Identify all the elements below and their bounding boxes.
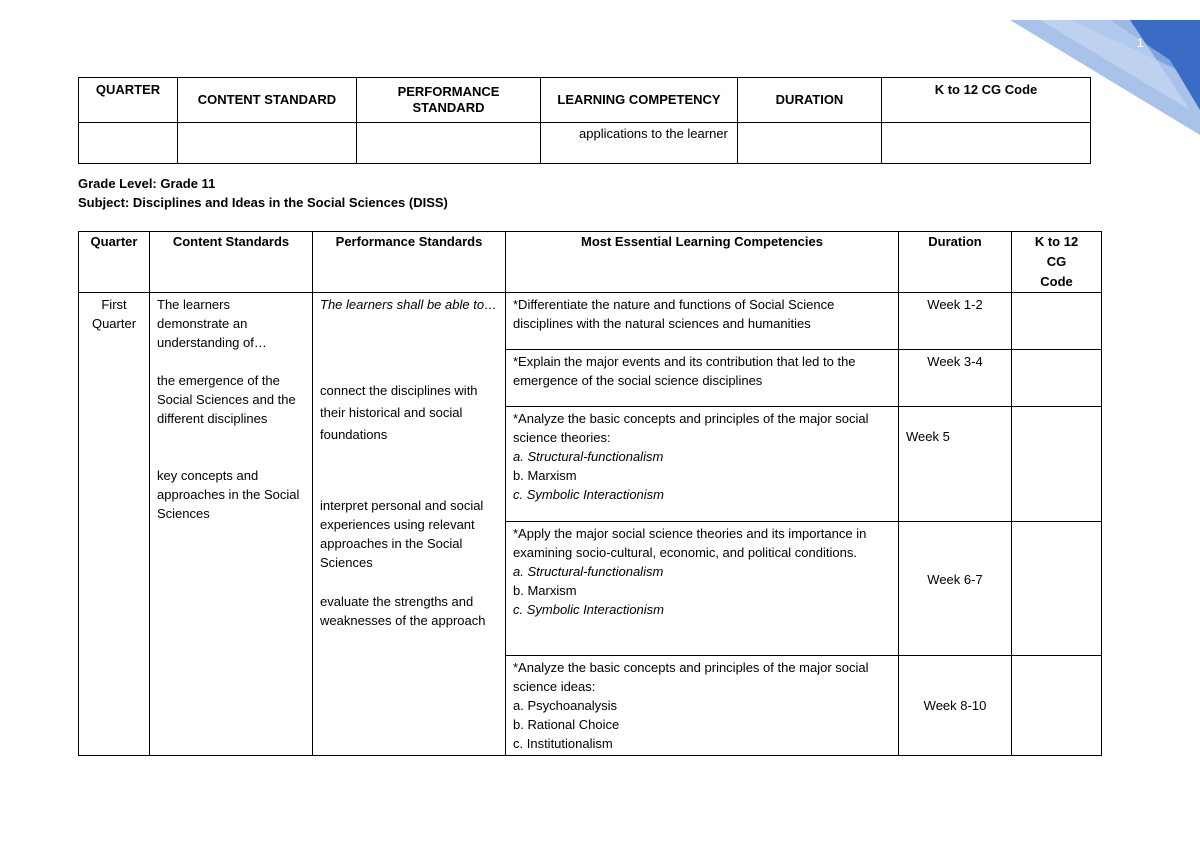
competency-line: c. Symbolic Interactionism [513, 487, 664, 502]
duration-cell: Week 8-10 [899, 656, 1012, 756]
quarter-cell: First Quarter [79, 293, 150, 756]
cell [178, 123, 357, 164]
duration-cell: Week 6-7 [899, 522, 1012, 656]
competency-line: b. Marxism [513, 468, 577, 483]
competency-table [78, 231, 1102, 756]
duration-cell: Week 3-4 [899, 350, 1012, 407]
competency-line: *Analyze the basic concepts and principles of the major social science ideas: [513, 660, 869, 694]
performance-standards-cell [313, 293, 506, 756]
performance-item-1: connect the disciplines with their historical and social foundations [320, 383, 478, 442]
col-performance-standard: PERFORMANCE STANDARD [357, 78, 541, 123]
cg-code-cell [1012, 407, 1102, 522]
header-table-head [79, 78, 1091, 123]
table-row [79, 293, 1102, 350]
subject: Subject: Disciplines and Ideas in the Social Sciences (DISS) [78, 195, 448, 210]
competency-cell [506, 293, 899, 350]
col-content-standard: CONTENT STANDARD [178, 78, 357, 123]
col-competencies: Most Essential Learning Competencies [506, 232, 899, 293]
cell: applications to the learner [541, 123, 738, 164]
col-content-standards: Content Standards [150, 232, 313, 293]
content-intro: The learners demonstrate an understanding of… [157, 297, 267, 350]
competency-line: b. Marxism [513, 583, 577, 598]
competency-line: *Analyze the basic concepts and principles of the major social science theories: [513, 411, 869, 445]
competency-table-head [79, 232, 1102, 293]
header-table [78, 77, 1091, 164]
col-performance-standards: Performance Standards [313, 232, 506, 293]
content-standards-cell [150, 293, 313, 756]
duration-cell: Week 1-2 [899, 293, 1012, 350]
cell [882, 123, 1091, 164]
page-number: 1 [1137, 36, 1144, 50]
col-quarter: Quarter [79, 232, 150, 293]
performance-item-3: evaluate the strengths and weaknesses of the approach [320, 594, 486, 628]
performance-intro: The learners shall be able to… [320, 297, 498, 312]
content-item-2: key concepts and approaches in the Social Sciences [157, 468, 300, 521]
col-learning-competency: LEARNING COMPETENCY [541, 78, 738, 123]
competency-line: *Apply the major social science theories and its importance in examining socio-cultural, economic, and political conditions. [513, 526, 867, 560]
cg-code-cell [1012, 522, 1102, 656]
table-row [79, 123, 1091, 164]
competency-cell [506, 522, 899, 656]
competency-cell [506, 656, 899, 756]
competency-line: b. Rational Choice [513, 717, 620, 732]
cell [79, 123, 178, 164]
col-cg-code: K to 12 CG Code [882, 78, 1091, 123]
grade-level: Grade Level: Grade 11 [78, 176, 216, 191]
cell [357, 123, 541, 164]
duration-cell: Week 5 [899, 407, 1012, 522]
competency-line: c. Symbolic Interactionism [513, 602, 664, 617]
col-quarter: QUARTER [79, 78, 178, 123]
competency-cell [506, 407, 899, 522]
cg-code-cell [1012, 656, 1102, 756]
performance-item-2: interpret personal and social experiences using relevant approaches in the Social Sciences [320, 498, 484, 570]
col-duration: Duration [899, 232, 1012, 293]
competency-line: a. Structural-functionalism [513, 449, 664, 464]
competency-line: c. Institutionalism [513, 736, 613, 751]
competency-cell [506, 350, 899, 407]
competency-line: *Differentiate the nature and functions of Social Science disciplines with the natural sciences and humanities [513, 297, 835, 331]
competency-line: *Explain the major events and its contribution that led to the emergence of the social science disciplines [513, 354, 856, 388]
col-duration: DURATION [738, 78, 882, 123]
competency-line: a. Structural-functionalism [513, 564, 664, 579]
cg-code-cell [1012, 293, 1102, 350]
cell [738, 123, 882, 164]
competency-line: a. Psychoanalysis [513, 698, 618, 713]
col-cg-code: K to 12 CG Code [1012, 232, 1102, 293]
cg-code-cell [1012, 350, 1102, 407]
content-item-1: the emergence of the Social Sciences and the different disciplines [157, 373, 296, 426]
